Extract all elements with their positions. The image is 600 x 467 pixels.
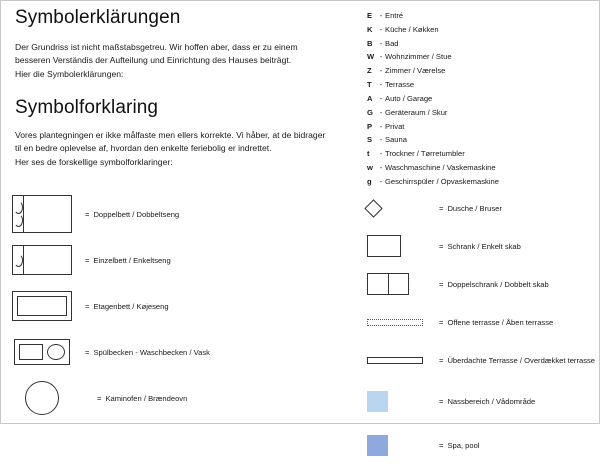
symbol-label-text: Doppelschrank / Dobbelt skab: [447, 279, 549, 289]
equals-sign: =: [439, 241, 444, 251]
symbol-label-shower: [427, 204, 502, 213]
symbol-label-double-cabinet: [427, 280, 549, 289]
abbreviation-key: A: [367, 93, 373, 103]
symbol-row-spa-pool: [361, 423, 596, 467]
intro-paragraph-danish: [15, 129, 337, 169]
abbreviation-row: [367, 50, 592, 64]
equals-sign: =: [439, 396, 444, 406]
double-bed-icon: [12, 195, 72, 233]
double-cabinet-icon: [367, 273, 409, 295]
intro-paragraph-german: [15, 41, 337, 81]
fireplace-stove-icon: [25, 381, 59, 415]
equals-sign: =: [85, 347, 90, 357]
abbreviation-dash: -: [379, 107, 383, 117]
abbreviation-key: w: [367, 162, 373, 172]
symbol-row-single-cabinet: [361, 227, 596, 265]
covered-terrace-icon: [367, 357, 423, 364]
abbreviation-row: [367, 175, 592, 189]
page-title-german: Symbolerklärungen: [15, 7, 181, 28]
abbreviation-dash: -: [379, 149, 383, 159]
symbol-row-fireplace: [11, 375, 351, 421]
abbreviation-key: G: [367, 107, 373, 117]
single-cabinet-symbol: [361, 229, 427, 263]
wet-area-swatch: [361, 384, 427, 418]
symbol-row-double-cabinet: [361, 265, 596, 303]
symbol-row-open-terrace: [361, 303, 596, 341]
abbreviation-row: [367, 23, 592, 37]
abbreviation-key: B: [367, 38, 373, 48]
single-cabinet-icon: [367, 235, 401, 257]
symbol-row-wet-area: [361, 379, 596, 423]
abbreviation-key: W: [367, 52, 375, 62]
abbreviation-value: Sauna: [385, 135, 407, 145]
abbreviation-value: Geräteraum / Skur: [385, 107, 448, 117]
symbol-label-text: Dusche / Bruser: [447, 203, 502, 213]
shower-diamond-icon: [364, 199, 382, 217]
sink-washbasin-symbol: [11, 331, 73, 373]
symbol-row-sink: [11, 329, 351, 375]
abbreviation-dash: -: [379, 121, 383, 131]
abbreviation-value: Terrasse: [385, 80, 415, 90]
open-terrace-icon: [367, 319, 423, 326]
abbreviation-key: K: [367, 24, 373, 34]
intro-danish-line-1: Vores plantegningen er ikke målfaste men ellers korrekte. Vi håber, at de bidrager: [15, 129, 326, 140]
abbreviation-dash: -: [379, 11, 383, 20]
bed-arc-bottom-icon: [14, 214, 23, 227]
symbol-label-fireplace: [73, 394, 187, 403]
shower-diamond-symbol: [361, 191, 427, 225]
symbol-label-single-cabinet: [427, 242, 521, 251]
symbol-label-wet-area: [427, 397, 535, 406]
intro-german-line-2: besseren Verständis der Aufteilung und Einrichtung des Hauses beiträgt.: [15, 55, 292, 66]
bed-arc-top-icon: [14, 201, 23, 214]
symbol-legend-left: [11, 191, 351, 421]
equals-sign: =: [439, 203, 444, 213]
abbreviation-key: t: [367, 149, 370, 159]
abbreviation-value: Auto / Garage: [385, 93, 433, 103]
abbreviation-row: [367, 120, 592, 134]
bunk-bed-icon: [12, 291, 72, 321]
abbreviation-row: [367, 147, 592, 161]
abbreviation-row: [367, 106, 592, 120]
abbreviation-key: g: [367, 176, 372, 186]
abbreviation-dash: -: [379, 66, 383, 76]
symbol-label-text: Kaminofen / Brændeovn: [105, 393, 188, 403]
abbreviation-key: T: [367, 80, 372, 90]
abbreviation-dash: -: [379, 52, 383, 62]
bed-arc-icon: [14, 254, 23, 267]
intro-danish-line-2: til en bedre oplevelse af, hvordan den enkelte feriebolig er indrettet.: [15, 143, 272, 154]
intro-german-line-3: Hier die Symbolerklärungen:: [15, 68, 124, 79]
equals-sign: =: [85, 255, 90, 265]
abbreviation-value: Zimmer / Værelse: [385, 66, 446, 76]
symbol-label-open-terrace: [427, 318, 553, 327]
spa-pool-swatch: [361, 428, 427, 462]
symbol-label-covered-terrace: [427, 356, 595, 365]
abbreviation-dash: -: [379, 38, 383, 48]
washbasin-oval-shape: [47, 344, 65, 360]
abbreviation-value: Trockner / Tørretumbler: [385, 149, 465, 159]
abbreviation-row: [367, 78, 592, 92]
symbol-label-spa-pool: [427, 441, 480, 450]
equals-sign: =: [439, 355, 444, 365]
symbol-label-text: Nassbereich / Vådområde: [447, 396, 536, 406]
equals-sign: =: [439, 279, 444, 289]
bunk-inner-shape: [17, 296, 67, 316]
abbreviation-value: Privat: [385, 121, 405, 131]
abbreviation-value: Küche / Køkken: [385, 24, 439, 34]
abbreviation-row: [367, 133, 592, 147]
abbreviation-row: [367, 64, 592, 78]
abbreviation-dash: -: [379, 135, 383, 145]
abbreviation-value: Entré: [385, 11, 404, 20]
abbreviation-value: Bad: [385, 38, 399, 48]
equals-sign: =: [97, 393, 102, 403]
abbreviation-row: [367, 161, 592, 175]
abbreviation-row: [367, 92, 592, 106]
abbreviation-row: [367, 9, 592, 23]
abbreviation-key: P: [367, 121, 373, 131]
symbol-label-text: Einzelbett / Enkeltseng: [93, 255, 171, 265]
symbol-row-single-bed: [11, 237, 351, 283]
intro-danish-line-3: Her ses de forskellige symbolforklaringer:: [15, 156, 173, 167]
symbol-label-text: Spülbecken - Waschbecken / Vask: [93, 347, 210, 357]
symbol-row-double-bed: [11, 191, 351, 237]
symbol-row-bunk-bed: [11, 283, 351, 329]
abbreviation-dash: -: [379, 176, 383, 186]
cabinet-divider-shape: [388, 274, 389, 294]
intro-text-column: [15, 7, 355, 173]
abbreviation-key: E: [367, 11, 373, 20]
covered-terrace-symbol: [361, 343, 427, 377]
sink-icon: [14, 339, 70, 365]
equals-sign: =: [85, 209, 90, 219]
abbreviation-value: Geschirrspüler / Opvaskemaskine: [385, 176, 499, 186]
open-terrace-symbol: [361, 305, 427, 339]
symbol-row-covered-terrace: [361, 341, 596, 379]
symbol-label-text: Doppelbett / Dobbeltseng: [93, 209, 180, 219]
double-bed-symbol: [11, 193, 73, 235]
bunk-bed-symbol: [11, 285, 73, 327]
spa-pool-color-swatch: [367, 435, 388, 456]
wet-area-color-swatch: [367, 391, 388, 412]
symbol-label-text: Etagenbett / Køjeseng: [93, 301, 169, 311]
symbol-label-text: Schrank / Enkelt skab: [447, 241, 521, 251]
abbreviation-dash: -: [379, 24, 383, 34]
symbol-label-text: Spa, pool: [447, 440, 480, 450]
equals-sign: =: [439, 317, 444, 327]
abbreviation-dash: -: [379, 93, 383, 103]
abbreviation-dash: -: [379, 162, 383, 172]
symbol-label-double-bed: [73, 210, 179, 219]
double-cabinet-symbol: [361, 267, 427, 301]
page-title-danish: Symbolforklaring: [15, 96, 159, 118]
equals-sign: =: [439, 440, 444, 450]
abbreviation-key: Z: [367, 66, 372, 76]
abbreviation-value: Waschmaschine / Vaskemaskine: [385, 162, 496, 172]
symbol-label-text: Überdachte Terrasse / Overdækket terrasse: [447, 355, 596, 365]
single-bed-icon: [12, 245, 72, 275]
symbol-label-bunk-bed: [73, 302, 169, 311]
symbol-label-text: Offene terrasse / Åben terrasse: [447, 317, 554, 327]
symbol-label-sink: [73, 348, 210, 357]
abbreviation-legend: [367, 9, 592, 189]
sink-basin-shape: [19, 344, 43, 360]
equals-sign: =: [85, 301, 90, 311]
symbol-legend-right: [361, 189, 596, 467]
symbol-row-shower: [361, 189, 596, 227]
symbol-label-single-bed: [73, 256, 171, 265]
intro-german-line-1: Der Grundriss ist nicht maßstabsgetreu. Wir hoffen aber, dass er zu einem: [15, 42, 298, 52]
abbreviation-row: [367, 37, 592, 51]
fireplace-stove-symbol: [11, 377, 73, 419]
single-bed-symbol: [11, 239, 73, 281]
abbreviation-value: Wohnzimmer / Stue: [385, 52, 452, 62]
abbreviation-dash: -: [379, 80, 383, 90]
abbreviation-key: S: [367, 135, 373, 145]
